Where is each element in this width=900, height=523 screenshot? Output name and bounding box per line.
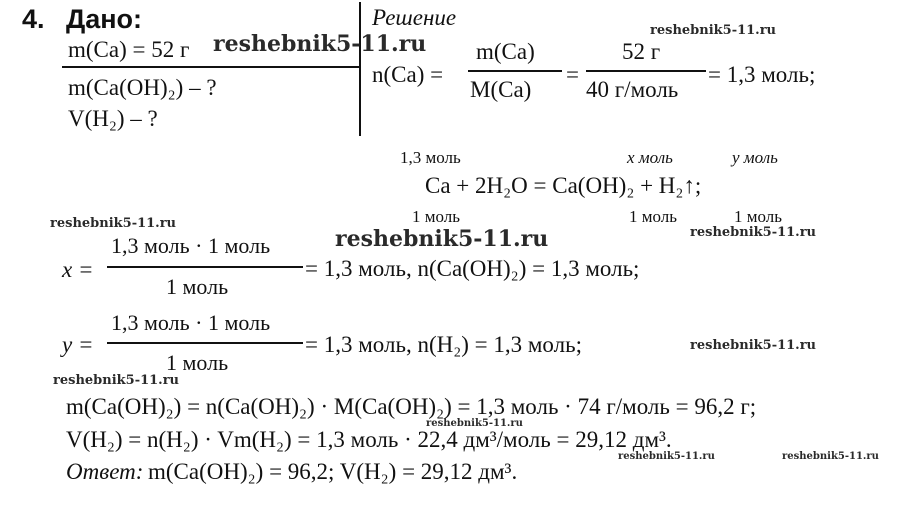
reaction-above-x: x моль xyxy=(627,148,673,167)
given-separator-line xyxy=(62,66,360,68)
x-numerator: 1,3 моль · 1 моль xyxy=(111,233,271,258)
n-ca-numerator-2: 52 г xyxy=(622,39,661,64)
given-title: Дано: xyxy=(66,4,143,34)
reaction-above-y: y моль xyxy=(732,148,778,167)
watermark-small-left-lower: reshebnik5-11.ru xyxy=(53,373,180,388)
x-result: = 1,3 моль, n(Ca(OH)₂) = 1,3 моль; xyxy=(305,256,640,281)
watermark-small-right-y: reshebnik5-11.ru xyxy=(690,338,817,353)
x-fraction-line xyxy=(107,266,303,268)
y-lhs: y = xyxy=(62,332,94,357)
x-lhs: x = xyxy=(62,257,94,282)
given-mass-ca: m(Ca) = 52 г xyxy=(68,37,190,62)
n-ca-equals: = xyxy=(566,62,579,87)
watermark-small-right-mid: reshebnik5-11.ru xyxy=(690,225,817,240)
solution-title: Решение xyxy=(372,5,457,30)
n-ca-fraction-line xyxy=(468,70,562,72)
watermark-large-mid: reshebnik5-11.ru xyxy=(335,226,549,252)
mass-caoh2-line: m(Ca(OH)₂) = n(Ca(OH)₂) · M(Ca(OH)₂) = 1,3 моль · 74 г/моль = 96,2 г; xyxy=(66,394,757,419)
answer-text: m(Ca(OH)₂) = 96,2; V(H₂) = 29,12 дм³. xyxy=(148,459,518,484)
watermark-tiny-answer: reshebnik5-11.ru xyxy=(618,451,715,462)
problem-number: 4. xyxy=(22,4,45,34)
watermark-large-top: reshebnik5-11.ru xyxy=(213,31,427,57)
reaction-below-ca: 1 моль xyxy=(412,207,461,226)
x-denominator: 1 моль xyxy=(166,274,229,299)
reaction-above-ca: 1,3 моль xyxy=(400,148,461,167)
n-ca-numerator: m(Ca) xyxy=(476,39,535,64)
y-numerator: 1,3 моль · 1 моль xyxy=(111,310,271,335)
volume-h2-line: V(H₂) = n(H₂) · Vm(H₂) = 1,3 моль · 22,4 дм³/моль = 29,12 дм³. xyxy=(66,427,672,452)
y-result: = 1,3 моль, n(H₂) = 1,3 моль; xyxy=(305,332,582,357)
watermark-small-left-mid: reshebnik5-11.ru xyxy=(50,216,177,231)
y-fraction-line xyxy=(107,342,303,344)
n-ca-lhs: n(Ca) = xyxy=(372,62,444,87)
reaction-below-x: 1 моль xyxy=(629,207,678,226)
reaction-below-y: 1 моль xyxy=(734,207,783,226)
answer-label: Ответ: xyxy=(66,459,144,484)
y-denominator: 1 моль xyxy=(166,350,229,375)
n-ca-denominator-2: 40 г/моль xyxy=(586,77,679,102)
reaction-equation: Ca + 2H₂O = Ca(OH)₂ + H₂↑; xyxy=(425,173,702,198)
given-find-caoh2: m(Ca(OH)₂) – ? xyxy=(68,75,217,100)
watermark-tiny-mid: reshebnik5-11.ru xyxy=(426,418,523,429)
given-find-h2: V(H₂) – ? xyxy=(68,106,158,131)
given-solution-divider xyxy=(359,2,361,136)
n-ca-denominator: M(Ca) xyxy=(470,77,532,102)
watermark-small-top-right: reshebnik5-11.ru xyxy=(650,23,777,38)
n-ca-fraction-line-2 xyxy=(586,70,706,72)
watermark-tiny-right: reshebnik5-11.ru xyxy=(782,451,879,462)
n-ca-result: = 1,3 моль; xyxy=(708,62,816,87)
